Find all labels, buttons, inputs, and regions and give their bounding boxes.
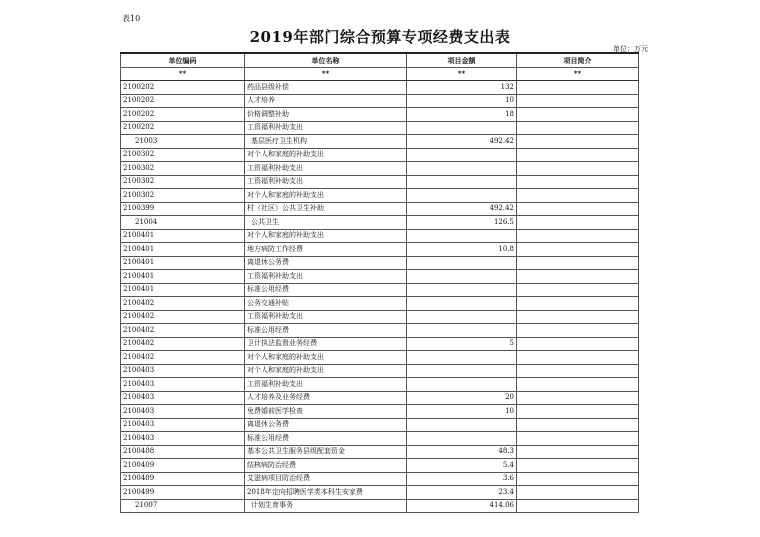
intro-cell xyxy=(517,121,639,135)
header-name: 单位名称 xyxy=(245,53,407,67)
code-cell: 2100401 xyxy=(121,270,245,284)
table-row xyxy=(121,243,639,257)
table-row xyxy=(121,432,639,446)
name-cell: 计划生育事务 xyxy=(245,499,407,513)
marker-cell: ** xyxy=(245,67,407,81)
amount-cell xyxy=(407,189,517,203)
table-row xyxy=(121,81,639,95)
code-cell: 2100302 xyxy=(121,162,245,176)
intro-cell xyxy=(517,472,639,486)
amount-cell xyxy=(407,297,517,311)
code-cell: 21007 xyxy=(121,499,245,513)
budget-table xyxy=(120,52,639,513)
amount-cell xyxy=(407,418,517,432)
amount-cell: 414.06 xyxy=(407,499,517,513)
code-cell: 2100401 xyxy=(121,229,245,243)
amount-cell: 3.6 xyxy=(407,472,517,486)
intro-cell xyxy=(517,351,639,365)
name-cell: 工资福利补助支出 xyxy=(245,175,407,189)
table-row xyxy=(121,121,639,135)
intro-cell xyxy=(517,445,639,459)
marker-cell: ** xyxy=(407,67,517,81)
table-row xyxy=(121,418,639,432)
code-cell: 2100403 xyxy=(121,364,245,378)
intro-cell xyxy=(517,459,639,473)
header-code: 单位编码 xyxy=(121,53,245,67)
table-row xyxy=(121,337,639,351)
amount-cell: 492.42 xyxy=(407,135,517,149)
intro-cell xyxy=(517,337,639,351)
intro-cell xyxy=(517,418,639,432)
name-cell: 工资福利补助支出 xyxy=(245,162,407,176)
table-row xyxy=(121,391,639,405)
table-row xyxy=(121,364,639,378)
table-row xyxy=(121,189,639,203)
table-row xyxy=(121,135,639,149)
name-cell: 艾滋病项目防治经费 xyxy=(245,472,407,486)
table-row xyxy=(121,148,639,162)
code-cell: 2100409 xyxy=(121,472,245,486)
intro-cell xyxy=(517,94,639,108)
name-cell: 村（社区）公共卫生补助 xyxy=(245,202,407,216)
name-cell: 工资福利补助支出 xyxy=(245,121,407,135)
code-cell: 2100499 xyxy=(121,486,245,500)
code-cell: 2100202 xyxy=(121,81,245,95)
name-cell: 对个人和家庭的补助支出 xyxy=(245,229,407,243)
name-cell: 工资福利补助支出 xyxy=(245,378,407,392)
amount-cell: 48.3 xyxy=(407,445,517,459)
amount-cell: 10 xyxy=(407,94,517,108)
name-cell: 免费婚前医学检查 xyxy=(245,405,407,419)
table-row xyxy=(121,310,639,324)
table-row xyxy=(121,175,639,189)
unit-label: 单位：万元 xyxy=(613,45,648,53)
amount-cell: 20 xyxy=(407,391,517,405)
amount-cell: 132 xyxy=(407,81,517,95)
table-row xyxy=(121,256,639,270)
table-row xyxy=(121,216,639,230)
name-cell: 2018年定向招聘医学类本科生安家费 xyxy=(245,486,407,500)
code-cell: 2100202 xyxy=(121,121,245,135)
amount-cell xyxy=(407,162,517,176)
code-cell: 2100302 xyxy=(121,148,245,162)
amount-cell xyxy=(407,148,517,162)
code-cell: 2100401 xyxy=(121,243,245,257)
intro-cell xyxy=(517,270,639,284)
name-cell: 公共卫生 xyxy=(245,216,407,230)
code-cell: 2100202 xyxy=(121,94,245,108)
table-row xyxy=(121,270,639,284)
amount-cell xyxy=(407,283,517,297)
intro-cell xyxy=(517,378,639,392)
code-cell: 2100302 xyxy=(121,189,245,203)
code-cell: 2100402 xyxy=(121,337,245,351)
amount-cell xyxy=(407,310,517,324)
code-cell: 2100408 xyxy=(121,445,245,459)
name-cell: 卫计执法监督业务经费 xyxy=(245,337,407,351)
code-cell: 2100403 xyxy=(121,405,245,419)
amount-cell: 5 xyxy=(407,337,517,351)
table-row xyxy=(121,499,639,513)
table-row xyxy=(121,378,639,392)
marker-row xyxy=(121,67,639,81)
intro-cell xyxy=(517,108,639,122)
amount-cell xyxy=(407,175,517,189)
code-cell: 2100403 xyxy=(121,391,245,405)
table-row xyxy=(121,351,639,365)
name-cell: 离退休公务费 xyxy=(245,256,407,270)
intro-cell xyxy=(517,432,639,446)
page-title: 2019年部门综合预算专项经费支出表 xyxy=(249,28,511,46)
name-cell: 药品县级补偿 xyxy=(245,81,407,95)
sheet-code: 表10 xyxy=(122,14,141,23)
intro-cell xyxy=(517,486,639,500)
intro-cell xyxy=(517,229,639,243)
table-row xyxy=(121,459,639,473)
intro-cell xyxy=(517,310,639,324)
code-cell: 2100409 xyxy=(121,459,245,473)
table-row xyxy=(121,486,639,500)
header-row xyxy=(121,53,639,67)
table-body xyxy=(121,81,639,513)
amount-cell xyxy=(407,121,517,135)
intro-cell xyxy=(517,405,639,419)
intro-cell xyxy=(517,135,639,149)
name-cell: 离退休公务费 xyxy=(245,418,407,432)
intro-cell xyxy=(517,499,639,513)
code-cell: 2100402 xyxy=(121,324,245,338)
code-cell: 2100403 xyxy=(121,378,245,392)
name-cell: 工资福利补助支出 xyxy=(245,270,407,284)
code-cell: 2100202 xyxy=(121,108,245,122)
name-cell: 对个人和家庭的补助支出 xyxy=(245,148,407,162)
amount-cell: 10.8 xyxy=(407,243,517,257)
table-row xyxy=(121,202,639,216)
name-cell: 标准公用经费 xyxy=(245,283,407,297)
amount-cell: 126.5 xyxy=(407,216,517,230)
header-intro: 项目简介 xyxy=(517,53,639,67)
code-cell: 2100401 xyxy=(121,283,245,297)
intro-cell xyxy=(517,243,639,257)
intro-cell xyxy=(517,81,639,95)
name-cell: 结核病防治经费 xyxy=(245,459,407,473)
code-cell: 2100402 xyxy=(121,297,245,311)
intro-cell xyxy=(517,297,639,311)
name-cell: 人才培养及业务经费 xyxy=(245,391,407,405)
name-cell: 对个人和家庭的补助支出 xyxy=(245,189,407,203)
name-cell: 对个人和家庭的补助支出 xyxy=(245,351,407,365)
name-cell: 价格调整补助 xyxy=(245,108,407,122)
name-cell: 基层医疗卫生机构 xyxy=(245,135,407,149)
amount-cell xyxy=(407,270,517,284)
name-cell: 地方病防工作经费 xyxy=(245,243,407,257)
intro-cell xyxy=(517,283,639,297)
table-row xyxy=(121,472,639,486)
table-row xyxy=(121,324,639,338)
amount-cell: 5.4 xyxy=(407,459,517,473)
code-cell: 2100302 xyxy=(121,175,245,189)
table-row xyxy=(121,229,639,243)
code-cell: 21003 xyxy=(121,135,245,149)
name-cell: 公务交通补贴 xyxy=(245,297,407,311)
code-cell: 21004 xyxy=(121,216,245,230)
code-cell: 2100401 xyxy=(121,256,245,270)
amount-cell xyxy=(407,378,517,392)
intro-cell xyxy=(517,216,639,230)
amount-cell xyxy=(407,432,517,446)
table-row xyxy=(121,162,639,176)
amount-cell xyxy=(407,256,517,270)
intro-cell xyxy=(517,256,639,270)
name-cell: 工资福利补助支出 xyxy=(245,310,407,324)
name-cell: 标准公用经费 xyxy=(245,432,407,446)
marker-cell: ** xyxy=(121,67,245,81)
intro-cell xyxy=(517,364,639,378)
table-row xyxy=(121,297,639,311)
amount-cell xyxy=(407,351,517,365)
code-cell: 2100403 xyxy=(121,432,245,446)
table-row xyxy=(121,405,639,419)
name-cell: 基本公共卫生服务县级配套资金 xyxy=(245,445,407,459)
amount-cell: 10 xyxy=(407,405,517,419)
table-row xyxy=(121,445,639,459)
table-row xyxy=(121,108,639,122)
code-cell: 2100399 xyxy=(121,202,245,216)
intro-cell xyxy=(517,324,639,338)
amount-cell: 23.4 xyxy=(407,486,517,500)
intro-cell xyxy=(517,148,639,162)
intro-cell xyxy=(517,162,639,176)
name-cell: 标准公用经费 xyxy=(245,324,407,338)
intro-cell xyxy=(517,202,639,216)
amount-cell xyxy=(407,364,517,378)
amount-cell: 18 xyxy=(407,108,517,122)
marker-cell: ** xyxy=(517,67,639,81)
amount-cell xyxy=(407,324,517,338)
code-cell: 2100402 xyxy=(121,310,245,324)
table-row xyxy=(121,94,639,108)
code-cell: 2100403 xyxy=(121,418,245,432)
amount-cell xyxy=(407,229,517,243)
header-amount: 项目金额 xyxy=(407,53,517,67)
code-cell: 2100402 xyxy=(121,351,245,365)
amount-cell: 492.42 xyxy=(407,202,517,216)
intro-cell xyxy=(517,175,639,189)
table-row xyxy=(121,283,639,297)
name-cell: 对个人和家庭的补助支出 xyxy=(245,364,407,378)
intro-cell xyxy=(517,189,639,203)
name-cell: 人才培养 xyxy=(245,94,407,108)
intro-cell xyxy=(517,391,639,405)
